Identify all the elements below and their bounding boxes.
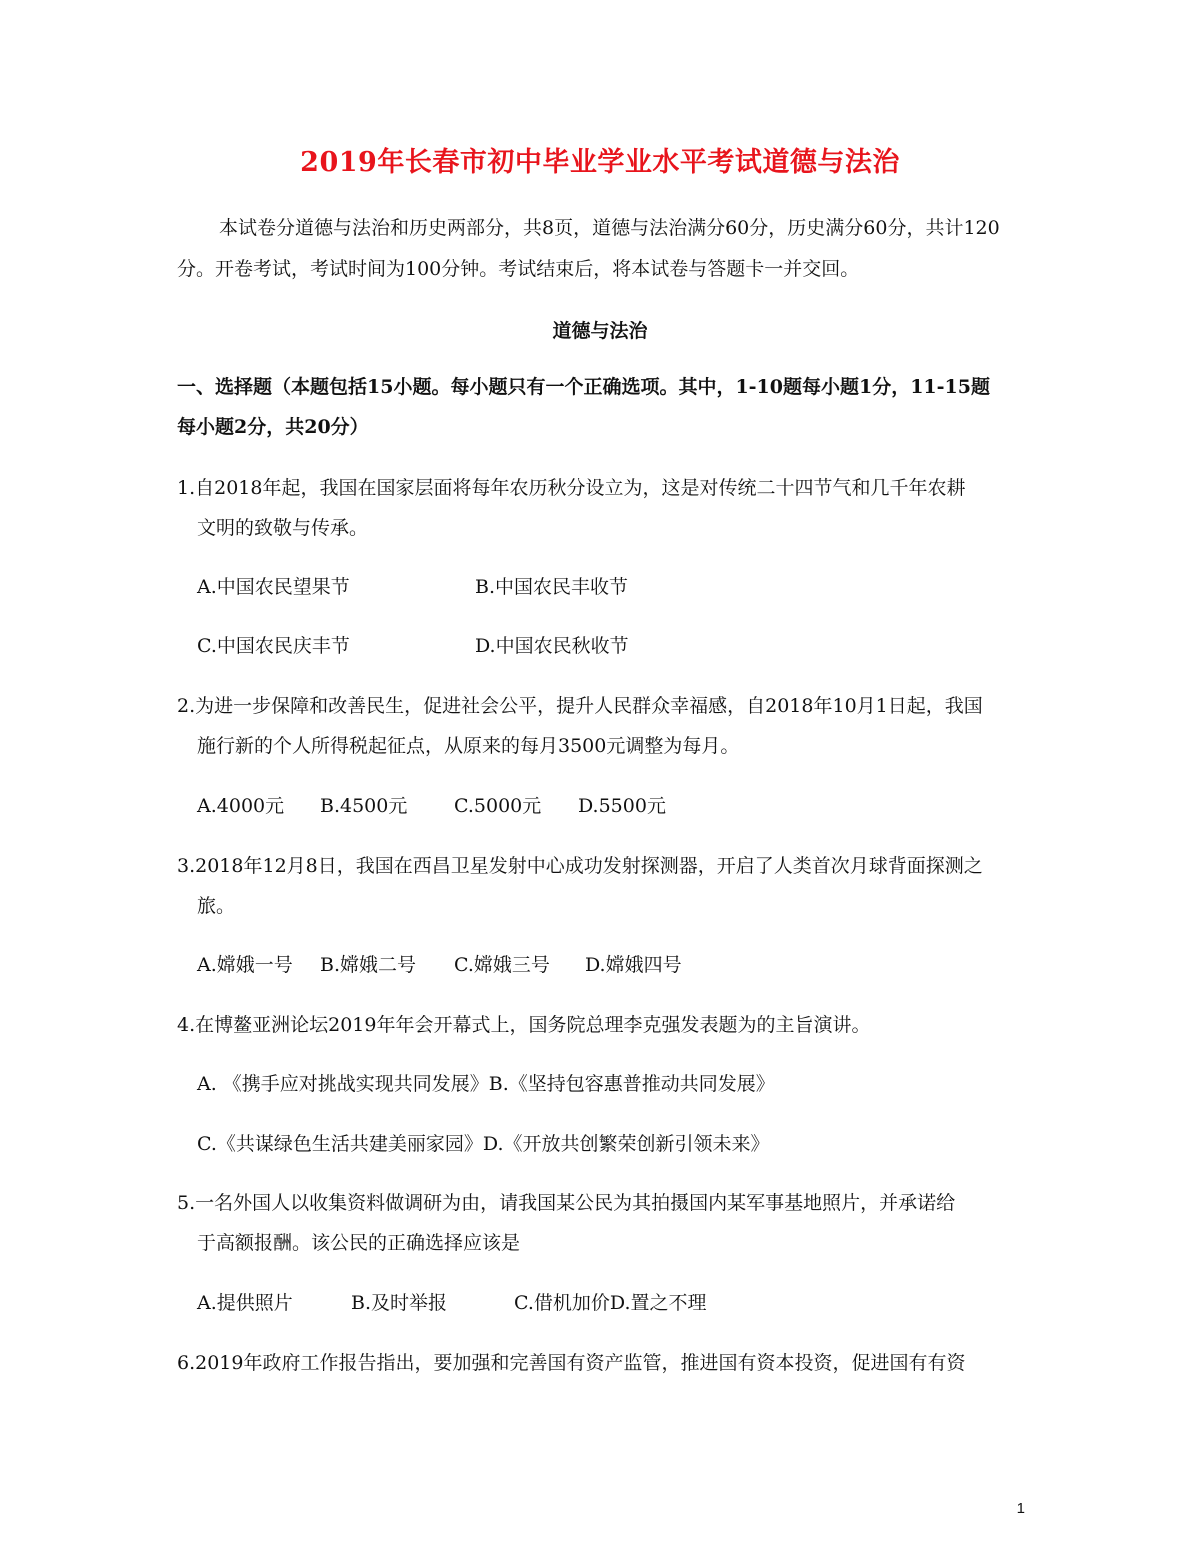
question-1-line-2: 文明的致敬与传承。 (197, 517, 369, 539)
section-title: 道德与法治 (552, 320, 648, 342)
question-3-option-d: D.嫦娥四号 (585, 954, 682, 976)
question-3-line-2: 旅。 (197, 895, 236, 917)
question-1-option-a: A.中国农民望果节 (197, 576, 350, 598)
document-title: 2019年长春市初中毕业学业水平考试道德与法治 (300, 147, 900, 178)
question-2-line-2: 施行新的个人所得税起征点，从原来的每月3500元调整为每月。 (197, 735, 740, 757)
question-5-options-cd: C.借机加价D.置之不理 (514, 1292, 707, 1314)
part-header-line-2: 每小题2分，共20分） (177, 416, 369, 438)
question-1-option-b: B.中国农民丰收节 (475, 576, 629, 598)
question-1-line-1: 1.自2018年起，我国在国家层面将每年农历秋分设立为，这是对传统二十四节气和几千年农耕 (177, 477, 966, 499)
question-5-option-b: B.及时举报 (351, 1292, 448, 1314)
question-5-line-2: 于高额报酬。该公民的正确选择应该是 (197, 1232, 521, 1254)
intro-line-1: 本试卷分道德与法治和历史两部分，共8页，道德与法治满分60分，历史满分60分，共计120 (219, 217, 1000, 239)
question-3-option-b: B.嫦娥二号 (320, 954, 417, 976)
question-2-option-d: D.5500元 (578, 795, 666, 817)
question-5-line-1: 5.一名外国人以收集资料做调研为由，请我国某公民为其拍摄国内某军事基地照片，并承诺给 (177, 1192, 956, 1214)
question-2-option-c: C.5000元 (454, 795, 542, 817)
question-3-line-1: 3.2018年12月8日，我国在西昌卫星发射中心成功发射探测器，开启了人类首次月球背面探测之 (177, 855, 983, 877)
page-number: 1 (1016, 1500, 1025, 1517)
question-6-line-1: 6.2019年政府工作报告指出，要加强和完善国有资产监管，推进国有资本投资，促进国有有资 (177, 1352, 966, 1374)
question-4-line-1: 4.在博鳌亚洲论坛2019年年会开幕式上，国务院总理李克强发表题为的主旨演讲。 (177, 1014, 871, 1036)
part-header-line-1: 一、选择题（本题包括15小题。每小题只有一个正确选项。其中，1-10题每小题1分，11-15题 (177, 376, 990, 398)
question-4-options-ab: A. 《携手应对挑战实现共同发展》B.《坚持包容惠普推动共同发展》 (197, 1073, 775, 1095)
question-2-option-b: B.4500元 (320, 795, 408, 817)
intro-line-2: 分。开卷考试，考试时间为100分钟。考试结束后，将本试卷与答题卡一并交回。 (177, 258, 860, 280)
question-2-line-1: 2.为进一步保障和改善民生，促进社会公平，提升人民群众幸福感，自2018年10月1日起，我国 (177, 695, 983, 717)
question-1-option-c: C.中国农民庆丰节 (197, 635, 350, 657)
question-5-option-a: A.提供照片 (197, 1292, 293, 1314)
question-4-options-cd: C.《共谋绿色生活共建美丽家园》D.《开放共创繁荣创新引领未来》 (197, 1133, 770, 1155)
question-3-option-a: A.嫦娥一号 (197, 954, 293, 976)
question-1-option-d: D.中国农民秋收节 (475, 635, 629, 657)
question-3-option-c: C.嫦娥三号 (454, 954, 550, 976)
question-2-option-a: A.4000元 (197, 795, 285, 817)
